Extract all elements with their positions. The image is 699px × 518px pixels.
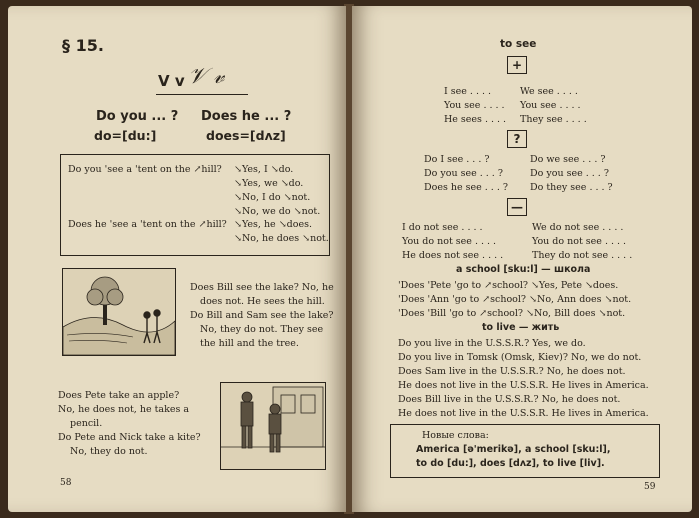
ques-2b: Do you see . . . ?: [530, 168, 609, 179]
right-page: [352, 6, 692, 512]
ques-1a: Do I see . . . ?: [424, 154, 490, 165]
live-vocab: to live — жить: [482, 322, 560, 333]
text1-line2: does not. He sees the hill.: [200, 296, 325, 307]
school-vocab: a school [sku:l] — школа: [456, 264, 591, 275]
aff-2a: You see . . . .: [444, 100, 505, 111]
script-baseline: [156, 94, 248, 95]
neg-2a: You do not see . . . .: [402, 236, 497, 247]
page-number-left: 58: [60, 478, 72, 488]
text1-line3: Do Bill and Sam see the lake?: [190, 310, 334, 321]
aff-3a: He sees . . . .: [444, 114, 507, 125]
illustration-hill-tree: [62, 268, 176, 356]
ques-1b: Do we see . . . ?: [530, 154, 606, 165]
dialog-a4: ↘No, we do ↘not.: [234, 206, 321, 217]
dialog-a2: ↘Yes, we ↘do.: [234, 178, 304, 189]
new-words-title: Новые слова:: [422, 430, 489, 441]
aff-3b: They see . . . .: [520, 114, 587, 125]
dialog-a5: ↘Yes, he ↘does.: [234, 219, 312, 230]
dialog-a3: ↘No, I do ↘not.: [234, 192, 311, 203]
neg-3b: They do not see . . . .: [532, 250, 633, 261]
text2-line1: Does Pete take an apple?: [58, 390, 180, 401]
live-line5: Does Bill live in the U.S.S.R.? No, he does not.: [398, 394, 621, 405]
plus-sign-box: +: [507, 56, 527, 74]
text2-line3: pencil.: [70, 418, 103, 429]
dialog-q2: Does he 'see a 'tent on the ↗hill?: [68, 219, 227, 230]
text2-line5: No, they do not.: [70, 446, 148, 457]
page-number-right: 59: [644, 482, 656, 492]
neg-1b: We do not see . . . .: [532, 222, 624, 233]
verb-title: to see: [500, 38, 537, 50]
school-line3: 'Does 'Bill 'go to ↗school? ↘No, Bill does ↘not.: [398, 308, 626, 319]
ques-2a: Do you see . . . ?: [424, 168, 503, 179]
live-line2: Do you live in Tomsk (Omsk, Kiev)? No, we do not.: [398, 352, 642, 363]
dialog-q1: Do you 'see a 'tent on the ↗hill?: [68, 164, 222, 175]
live-line4: He does not live in the U.S.S.R. He lives in America.: [398, 380, 649, 391]
heading-does-he: Does he ... ?: [201, 109, 292, 124]
letter-script: 𝒱 𝓋: [188, 64, 225, 89]
pron-do: do=[du:]: [94, 128, 157, 143]
school-line1: 'Does 'Pete 'go to ↗school? ↘Yes, Pete ↘does.: [398, 280, 619, 291]
aff-1b: We see . . . .: [520, 86, 578, 97]
live-line3: Does Sam live in the U.S.S.R.? No, he does not.: [398, 366, 626, 377]
neg-3a: He does not see . . . .: [402, 250, 504, 261]
text1-line4: No, they do not. They see: [200, 324, 324, 335]
new-words-line2: to do [du:], does [dʌz], to live [liv].: [416, 458, 605, 469]
left-page: [8, 6, 346, 512]
text1-line1: Does Bill see the lake? No, he: [190, 282, 334, 293]
heading-do-you: Do you ... ?: [96, 109, 179, 124]
new-words-line1: America [ə'merikə], a school [sku:l],: [416, 444, 611, 455]
live-line1: Do you live in the U.S.S.R.? Yes, we do.: [398, 338, 586, 349]
dialog-a6: ↘No, he does ↘not.: [234, 233, 329, 244]
dialog-a1: ↘Yes, I ↘do.: [234, 164, 294, 175]
text2-line4: Do Pete and Nick take a kite?: [58, 432, 201, 443]
illustration-two-boys: [220, 382, 326, 470]
neg-1a: I do not see . . . .: [402, 222, 483, 233]
live-line6: He does not live in the U.S.S.R. He lives in America.: [398, 408, 649, 419]
ques-3a: Does he see . . . ?: [424, 182, 508, 193]
text1-line5: the hill and the tree.: [200, 338, 299, 349]
pron-does: does=[dʌz]: [206, 128, 286, 143]
question-sign-box: ?: [507, 130, 527, 148]
aff-2b: You see . . . .: [520, 100, 581, 111]
text2-line2: No, he does not, he takes a: [58, 404, 190, 415]
aff-1a: I see . . . .: [444, 86, 492, 97]
section-number: § 15.: [62, 36, 104, 55]
neg-2b: You do not see . . . .: [532, 236, 627, 247]
school-line2: 'Does 'Ann 'go to ↗school? ↘No, Ann does ↘not.: [398, 294, 632, 305]
letter-print: V v: [158, 72, 185, 90]
minus-sign-box: —: [507, 198, 527, 216]
ques-3b: Do they see . . . ?: [530, 182, 613, 193]
